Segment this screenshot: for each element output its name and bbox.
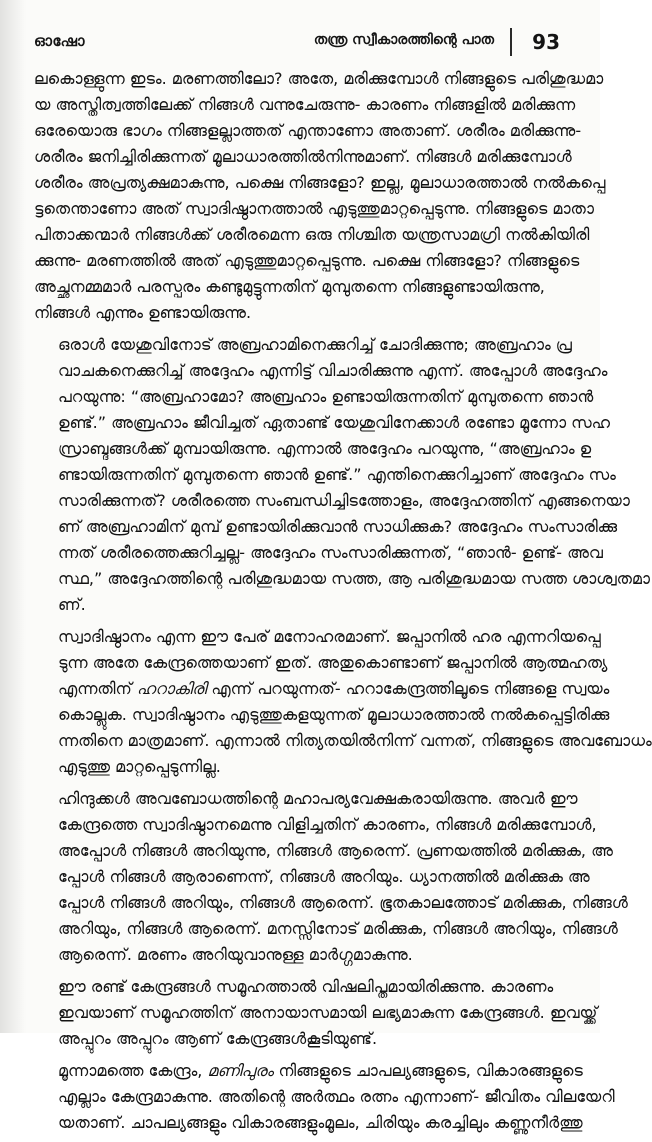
paragraph [34, 624, 652, 780]
text-line: ഹിന്ദുക്കൾ അവബോധത്തിന്റെ മഹാപര്യവേക്ഷകരായിരുന്നു. അവർ ഈ [58, 789, 578, 808]
text-line: പ്പോൾ നിങ്ങൾ ആരാണെന്ന്, നിങ്ങൾ അറിയും. ധ്യാനത്തിൽ മരിക്കുക അ [58, 867, 590, 886]
text-line: ശരീരം ജനിച്ചിരിക്കുന്നത് മൂലാധാരത്തിൽനിന്നുമാണ്. നിങ്ങൾ മരിക്കുമ്പോൾ [34, 147, 572, 166]
header-chapter-title: തന്ത്ര സ്വീകാരത്തിന്റെ പാത [313, 32, 494, 48]
text-line: ഒരേയൊരു ഭാഗം നിങ്ങളല്ലാത്തത് എന്താണോ അതാണ്. ശരീരം മരിക്കുന്നു- [34, 121, 582, 140]
text-line: ണ് അബ്രഹാമിന് മുമ്പ് ഉണ്ടായിരിക്കുവാൻ സാധിക്കുക? അദ്ദേഹം സംസാരിക്കു [58, 517, 618, 536]
text-line: യ അസ്തിത്വത്തിലേക്ക് നിങ്ങൾ വന്നുചേരുന്നു- കാരണം നിങ്ങളിൽ മരിക്കുന്ന [34, 95, 576, 114]
text-line: സ്ഥ,” അദ്ദേഹത്തിന്റെ പരിശുദ്ധമായ സത്ത, ആ പരിശുദ്ധമായ സത്ത ശാശ്വതമാ [58, 569, 651, 588]
text-line: വാചകനെക്കുറിച്ച് അദ്ദേഹം എന്നിട്ട് വിചാരിക്കുന്നു എന്ന്. അപ്പോൾ അദ്ദേഹം [58, 361, 608, 380]
page-gutter-shadow [0, 0, 26, 1033]
text-line: ഈ രണ്ട് കേന്ദ്രങ്ങൾ സമൂഹത്താൽ വിഷലിപ്തമായിരിക്കുന്നു. കാരണം [58, 977, 554, 996]
text-line: അപ്പുറം അപ്പുറം ആണ് കേന്ദ്രങ്ങൾകൂടിയുണ്ട്. [58, 1029, 378, 1048]
header-divider [510, 28, 512, 56]
text-line: ണ്. [58, 595, 86, 614]
body-text [34, 66, 652, 1142]
italic-term: മണിപുരം [207, 1061, 274, 1080]
text-line: അറിയും, നിങ്ങൾ ആരെന്ന്. മനസ്സിനോട് മരിക്കുക, നിങ്ങൾ അറിയും, നിങ്ങൾ [58, 919, 618, 938]
text-line: ഒരാൾ യേശുവിനോട് അബ്രഹാമിനെക്കുറിച്ച് ചോദിക്കുന്നു; അബ്രഹാം പ്ര [58, 335, 572, 354]
paragraph [34, 332, 651, 618]
text-line: ഉണ്ട്.” അബ്രഹാം ജീവിച്ചത് ഏതാണ്ട് യേശുവിനേക്കാൾ രണ്ടോ മൂന്നോ സഹ [58, 413, 611, 432]
paragraph [34, 66, 606, 326]
text-line: കേന്ദ്രത്തെ സ്വാദിഷ്ഠാനമെന്നു വിളിച്ചതിന് കാരണം, നിങ്ങൾ മരിക്കുമ്പോൾ, [58, 815, 597, 834]
text-line: സാരിക്കുന്നത്? ശരീരത്തെ സംബന്ധിച്ചിടത്തോളം, അദ്ദേഹത്തിന് എങ്ങനെയാ [58, 491, 630, 510]
text-line: ന്നത് ശരീരത്തെക്കുറിച്ചല്ല- അദ്ദേഹം സംസാരിക്കുന്നത്, “ഞാൻ- ഉണ്ട്- അവ [58, 543, 603, 562]
text-line: അച്ഛനമ്മമാർ പരസ്പരം കണ്ടുമുട്ടുന്നതിന് മുമ്പുതന്നെ നിങ്ങളുണ്ടായിരുന്നു, [34, 277, 545, 296]
text-line: ണ്ടായിരുന്നതിന് മുമ്പുതന്നെ ഞാൻ ഉണ്ട്.” എന്തിനെക്കുറിച്ചാണ് അദ്ദേഹം സം [58, 465, 616, 484]
paragraph [34, 974, 598, 1052]
text-line: പിതാക്കന്മാർ നിങ്ങൾക്ക് ശരീരമെന്ന ഒരു നിശ്ചിത യന്ത്രസാമഗ്രി നൽകിയിരി [34, 225, 590, 244]
text-line: പ്പോൾ നിങ്ങൾ അറിയും, നിങ്ങൾ ആരെന്ന്. ഭൂതകാലത്തോട് മരിക്കുക, നിങ്ങൾ [58, 893, 628, 912]
text-line: സ്വാദിഷ്ഠാനം എന്ന ഈ പേര് മനോഹരമാണ്. ജപ്പാനിൽ ഹര എന്നറിയപ്പെ [58, 627, 601, 646]
text-line: ന്നതിനെ മാത്രമാണ്. എന്നാൽ നിത്യതയിൽനിന്ന് വന്നത്, നിങ്ങളുടെ അവബോധം [58, 731, 652, 750]
text-line: പറയുന്നു: “അബ്രഹാമോ? അബ്രഹാം ഉണ്ടായിരുന്നതിന് മുമ്പുതന്നെ ഞാൻ [58, 387, 594, 406]
page-number: 93 [532, 30, 560, 54]
text-line: ടുന്ന അതേ കേന്ദ്രത്തെയാണ് ഇത്. അതുകൊണ്ടാണ് ജപ്പാനിൽ ആത്മഹത്യ [58, 653, 608, 672]
text-line: ക്കുന്നു- മരണത്തിൽ അത് എടുത്തുമാറ്റപ്പെടുന്നു. പക്ഷെ നിങ്ങളോ? നിങ്ങളുടെ [34, 251, 580, 270]
text-line: എല്ലാം കേന്ദ്രമാകുന്നു. അതിന്റെ അർത്ഥം രത്നം എന്നാണ്- ജീവിതം വിലയേറി [58, 1087, 615, 1106]
running-header [34, 28, 574, 58]
paragraph [34, 1058, 615, 1136]
text-line: അപ്പോൾ നിങ്ങൾ അറിയുന്നു, നിങ്ങൾ ആരെന്ന്. പ്രണയത്തിൽ മരിക്കുക, അ [58, 841, 613, 860]
italic-term: ഹറാകിരി [136, 679, 207, 698]
text-line: ട്ടതെന്താണോ അത് സ്വാദിഷ്ഠാനത്താൽ എടുത്തുമാറ്റപ്പെടുന്നു. നിങ്ങളുടെ മാതാ [34, 199, 594, 218]
text-line: നിങ്ങൾ എന്നും ഉണ്ടായിരുന്നു. [34, 303, 252, 322]
text-line: കൊല്ലുക. സ്വാദിഷ്ഠാനം എടുത്തുകളയുന്നത് മൂലാധാരത്താൽ നൽകപ്പെട്ടിരിക്കു [58, 705, 610, 724]
header-author: ഓഷോ [34, 32, 86, 50]
text-line: ശരീരം അപ്രത്യക്ഷമാകുന്നു, പക്ഷെ നിങ്ങളോ? ഇല്ല, മൂലാധാരത്താൽ നൽകപ്പെ [34, 173, 606, 192]
text-line: എടുത്തു മാറ്റപ്പെടുന്നില്ല. [58, 757, 221, 776]
paragraph [34, 786, 628, 968]
text-line: എന്നതിന് ഹറാകിരി എന്ന് പറയുന്നത്- ഹറാകേന്ദ്രത്തിലൂടെ നിങ്ങളെ സ്വയം [58, 679, 610, 698]
text-line: ആരെന്ന്. മരണം അറിയുവാനുള്ള മാർഗ്ഗമാകുന്നു. [58, 945, 413, 964]
text-line: ഇവയാണ് സമൂഹത്തിന് അനായാസമായി ലഭ്യമാകുന്ന കേന്ദ്രങ്ങൾ. ഇവയ്ക്ക് [58, 1003, 598, 1022]
text-line: സ്രാബ്ദങ്ങൾക്ക് മുമ്പായിരുന്നു. എന്നാൽ അദ്ദേഹം പറയുന്നു, “അബ്രഹാം ഉ [58, 439, 592, 458]
text-line: ലകൊള്ളുന്ന ഇടം. മരണത്തിലോ? അതേ, മരിക്കുമ്പോൾ നിങ്ങളുടെ പരിശുദ്ധമാ [34, 69, 604, 88]
text-line: യതാണ്. ചാപല്യങ്ങളും വികാരങ്ങളുംമൂലം, ചിരിയും കരച്ചിലും കണ്ണുനീർത്തു [58, 1113, 583, 1132]
text-line: മൂന്നാമത്തെ കേന്ദ്രം, മണിപുരം നിങ്ങളുടെ ചാപല്യങ്ങളുടെ, വികാരങ്ങളുടെ [58, 1061, 583, 1080]
